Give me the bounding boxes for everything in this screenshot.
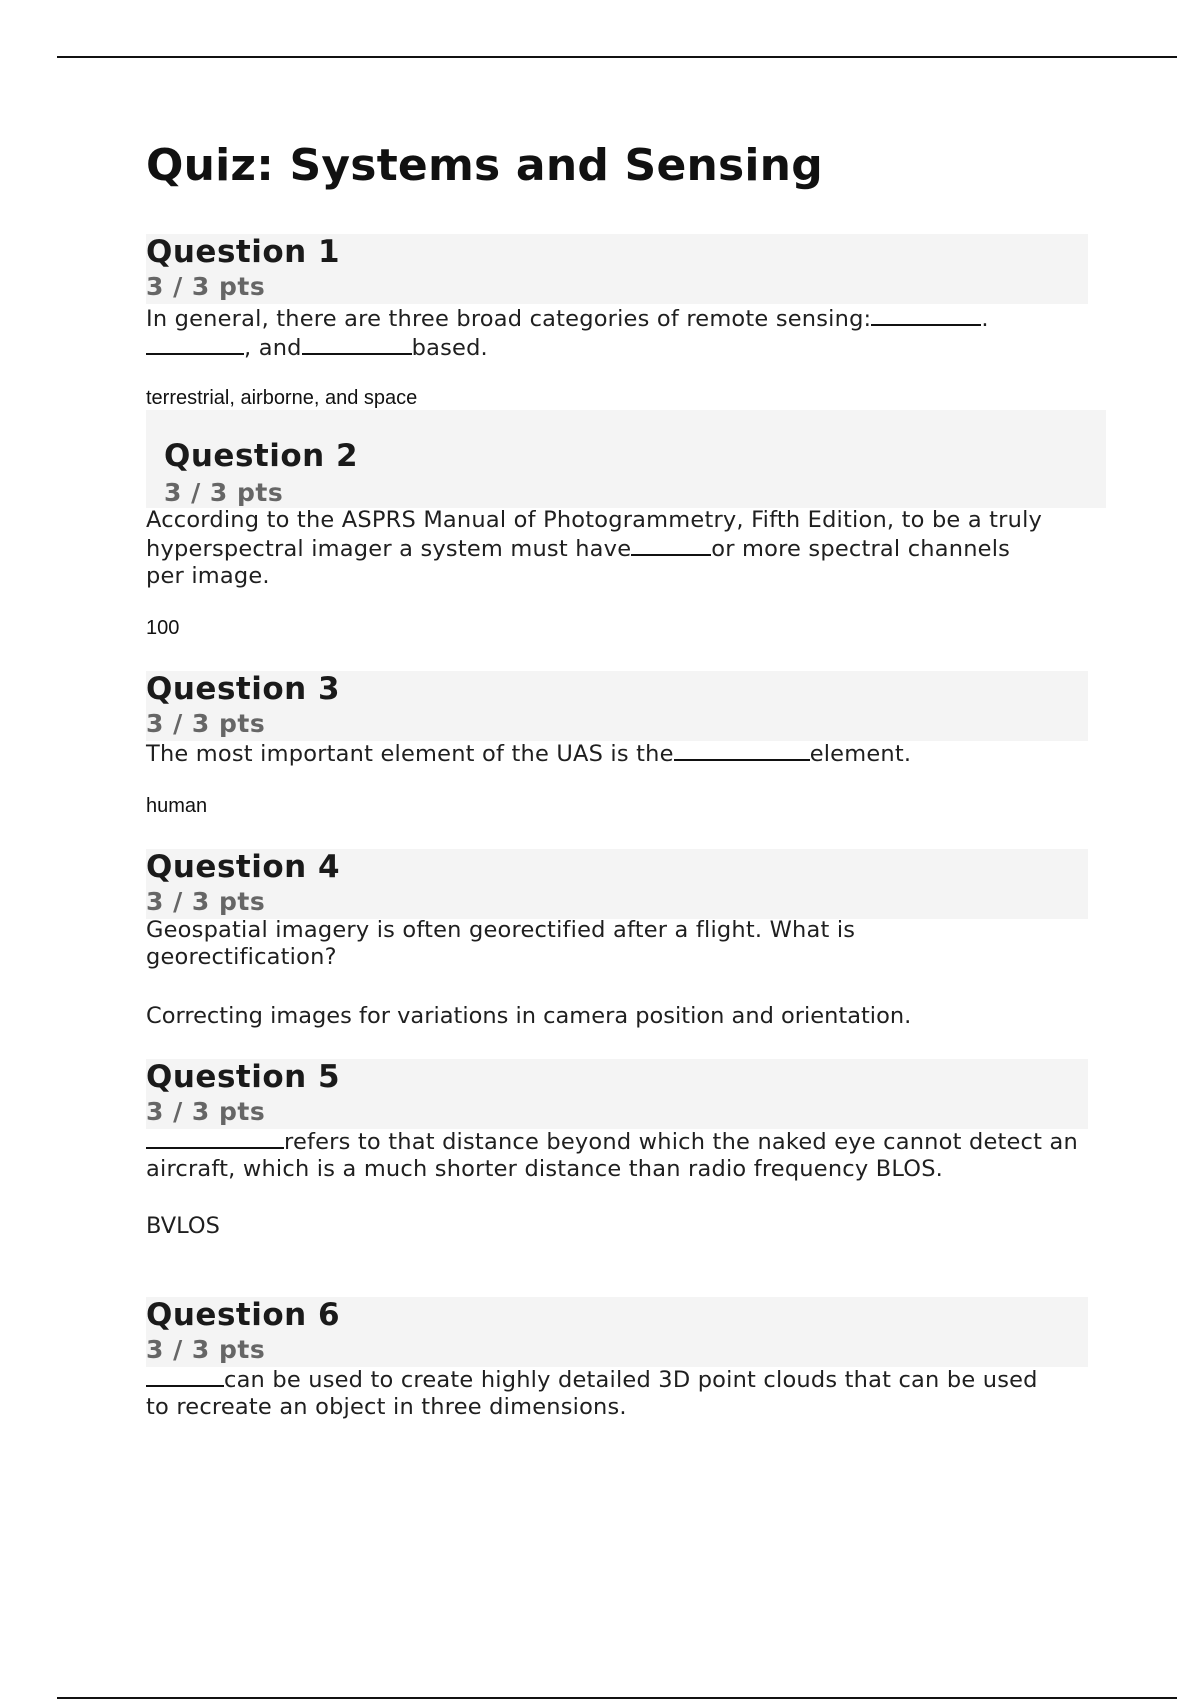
question-6-points: 3 / 3 pts <box>146 1335 266 1364</box>
question-1-text-part3: , and <box>244 335 302 361</box>
question-5-points: 3 / 3 pts <box>146 1097 266 1126</box>
question-2-points: 3 / 3 pts <box>164 478 284 507</box>
question-1-answer: terrestrial, airborne, and space <box>146 387 418 409</box>
question-1-text-part1: In general, there are three broad categories of remote sensing: <box>146 306 872 332</box>
question-6-text <box>146 1365 1046 1421</box>
question-1-title: Question 1 <box>146 234 341 270</box>
answer-blank <box>871 304 981 326</box>
question-5-text <box>146 1127 1101 1183</box>
answer-blank <box>146 333 244 355</box>
question-3-text-part1: The most important element of the UAS is the <box>146 741 674 767</box>
question-3-title: Question 3 <box>146 671 341 707</box>
question-2-text-part1: According to the ASPRS Manual of Photogrammetry, Fifth Edition, to be a truly hyperspectral imager a system must have <box>146 507 1043 562</box>
answer-blank <box>631 534 711 556</box>
question-5-text-part1: refers to that distance beyond which the naked eye cannot detect an aircraft, which is a much shorter distance than radio frequency BLOS. <box>146 1129 1078 1182</box>
question-5-title: Question 5 <box>146 1059 341 1095</box>
question-3-header <box>146 671 1088 741</box>
question-5-header <box>146 1059 1088 1129</box>
question-4-answer: Correcting images for variations in camera position and orientation. <box>146 1003 912 1029</box>
question-4-text: Geospatial imagery is often georectified after a flight. What is georectification? <box>146 917 856 970</box>
question-1-points: 3 / 3 pts <box>146 272 266 301</box>
question-6-text-part2: to recreate an object in three dimensions. <box>146 1394 627 1420</box>
question-3-text <box>146 739 1096 768</box>
question-6-text-part1: can be used to create highly detailed 3D point clouds that can be used <box>224 1367 1038 1393</box>
answer-blank <box>146 1127 284 1149</box>
top-rule <box>57 56 1177 58</box>
question-5-answer: BVLOS <box>146 1213 220 1239</box>
question-1-text-part4: based. <box>411 335 488 361</box>
question-4-points: 3 / 3 pts <box>146 887 266 916</box>
question-3-points: 3 / 3 pts <box>146 709 266 738</box>
bottom-rule <box>57 1697 1177 1699</box>
answer-blank <box>146 1365 224 1387</box>
question-2-answer: 100 <box>146 617 180 639</box>
answer-blank <box>302 333 412 355</box>
question-3-answer: human <box>146 795 208 817</box>
question-2-text-part2: or more spectral channels per image. <box>146 536 1011 589</box>
question-4-header <box>146 849 1088 919</box>
question-2-title: Question 2 <box>164 438 359 474</box>
question-4-title: Question 4 <box>146 849 341 885</box>
page-title: Quiz: Systems and Sensing <box>146 140 823 191</box>
question-6-header <box>146 1297 1088 1367</box>
question-6-title: Question 6 <box>146 1297 341 1333</box>
question-3-text-part2: element. <box>809 741 912 767</box>
question-1-text <box>146 304 1096 362</box>
question-2-text <box>146 507 1046 590</box>
question-1-header <box>146 234 1088 304</box>
question-1-text-part2: . <box>981 306 989 332</box>
question-2-header <box>146 410 1106 508</box>
answer-blank <box>674 739 810 761</box>
